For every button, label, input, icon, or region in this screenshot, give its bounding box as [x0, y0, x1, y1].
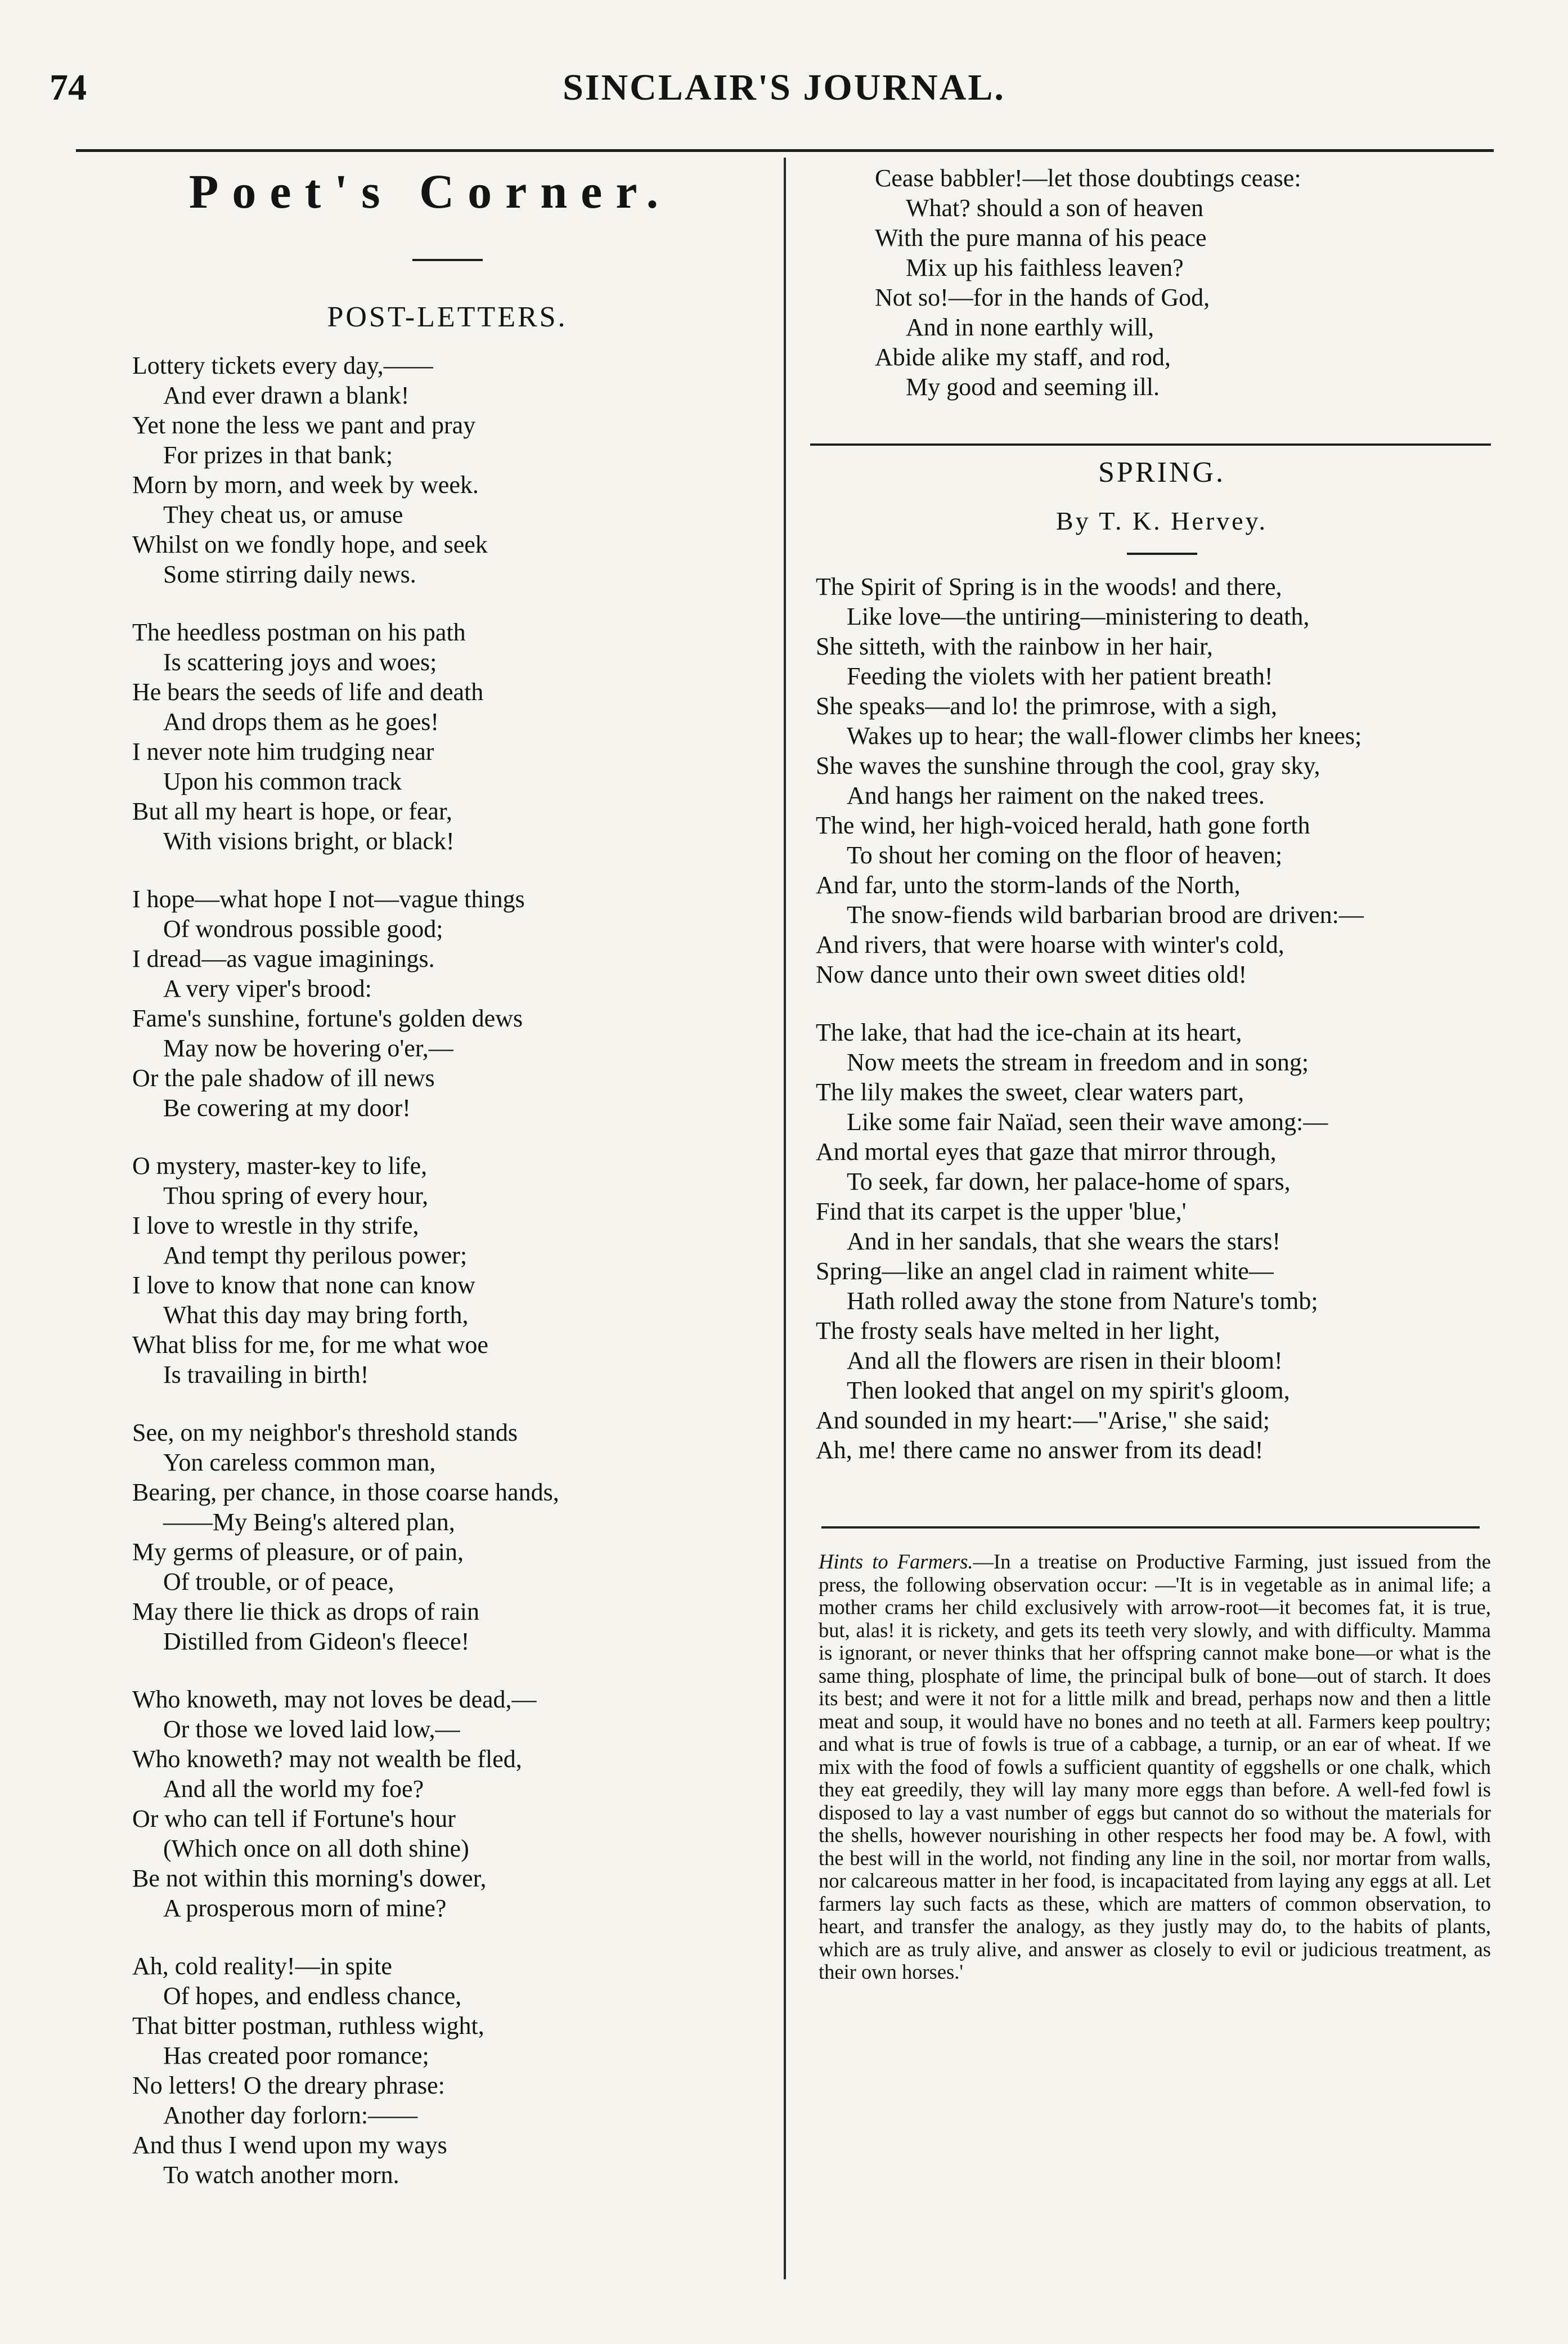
- short-rule: [1127, 553, 1197, 555]
- section-rule: [810, 443, 1491, 446]
- poem-line: Cease babbler!—let those doubtings cease:: [875, 164, 1301, 192]
- poem-line: Whilst on we fondly hope, and seek: [132, 531, 488, 558]
- poem-line: A prosperous morn of mine?: [163, 1894, 447, 1922]
- poem-line: They cheat us, or amuse: [163, 501, 403, 528]
- poem-line: Bearing, per chance, in those coarse hands,: [132, 1478, 559, 1506]
- poem-line: And hangs her raiment on the naked trees.: [847, 782, 1265, 809]
- poem-line: Hath rolled away the stone from Nature's tomb;: [847, 1287, 1318, 1315]
- poem-line: Of hopes, and endless chance,: [163, 1982, 462, 2010]
- poem-line: What? should a son of heaven: [906, 194, 1204, 222]
- poem-line: Thou spring of every hour,: [163, 1182, 429, 1209]
- poem-line: And in none earthly will,: [906, 313, 1154, 341]
- poem-line: Lottery tickets every day,——: [132, 352, 433, 379]
- poem-line: Of trouble, or of peace,: [163, 1568, 394, 1595]
- poem-line: And far, unto the storm-lands of the North,: [816, 871, 1241, 899]
- poem-line: Spring—like an angel clad in raiment white—: [816, 1257, 1274, 1285]
- poem-line: Now dance unto their own sweet dities old!: [816, 961, 1247, 988]
- poem-line: I hope—what hope I not—vague things: [132, 885, 525, 913]
- poem-line: My germs of pleasure, or of pain,: [132, 1538, 464, 1566]
- poem-line: She sitteth, with the rainbow in her hair,: [816, 633, 1213, 660]
- poem-line: Not so!—for in the hands of God,: [875, 284, 1210, 311]
- hints-lead: Hints to Farmers.: [819, 1550, 973, 1573]
- poem-line: That bitter postman, ruthless wight,: [132, 2012, 484, 2040]
- stanza: [132, 1151, 762, 1390]
- poem-line: For prizes in that bank;: [163, 441, 393, 469]
- hints-to-farmers: [819, 1550, 1491, 1984]
- poem-line: She speaks—and lo! the primrose, with a sigh,: [816, 692, 1277, 720]
- poem-line: Upon his common track: [163, 768, 402, 795]
- column-divider: [784, 158, 786, 2279]
- poem-line: And drops them as he goes!: [163, 708, 439, 736]
- poem-line: But all my heart is hope, or fear,: [132, 797, 452, 825]
- poem-line: Yon careless common man,: [163, 1449, 436, 1476]
- poets-corner-heading: Poet's Corner.: [188, 164, 672, 218]
- stanza: [816, 572, 1508, 989]
- poem-line: Like some fair Naïad, seen their wave among:—: [847, 1108, 1328, 1136]
- poem-line: The snow-fiends wild barbarian brood are driven:—: [847, 901, 1364, 929]
- poem-line: Or those we loved laid low,—: [163, 1715, 460, 1743]
- poem-line: Yet none the less we pant and pray: [132, 411, 476, 439]
- poem-line: Is travailing in birth!: [163, 1361, 369, 1388]
- poem-line: What this day may bring forth,: [163, 1301, 469, 1329]
- stanza: [132, 1418, 762, 1656]
- poem-line: O mystery, master-key to life,: [132, 1152, 428, 1180]
- poem-title: POST-LETTERS.: [327, 301, 568, 333]
- poem-line: And ever drawn a blank!: [163, 382, 410, 409]
- poem-line: Morn by morn, and week by week.: [132, 471, 479, 499]
- poem-line: She waves the sunshine through the cool, gray sky,: [816, 752, 1320, 779]
- poem-line: And thus I wend upon my ways: [132, 2131, 447, 2159]
- right-column-top: [810, 163, 1502, 429]
- poem-line: Is scattering joys and woes;: [163, 648, 437, 676]
- stanza: [132, 617, 762, 856]
- stanza: [132, 1951, 762, 2190]
- poem-line: To shout her coming on the floor of heaven;: [847, 841, 1283, 869]
- poem-line: Find that its carpet is the upper 'blue,': [816, 1198, 1187, 1225]
- poem-line: And all the world my foe?: [163, 1775, 424, 1803]
- poem-line: The wind, her high-voiced herald, hath gone forth: [816, 812, 1310, 839]
- poem-line: Of wondrous possible good;: [163, 915, 443, 943]
- poem-line: ——My Being's altered plan,: [163, 1508, 455, 1536]
- poem-line: Like love—the untiring—ministering to death,: [847, 603, 1310, 630]
- poem-line: Be cowering at my door!: [163, 1094, 411, 1122]
- page-number: 74: [50, 67, 87, 108]
- poem-line: Be not within this morning's dower,: [132, 1865, 487, 1892]
- poem-line: With the pure manna of his peace: [875, 224, 1207, 252]
- poem-line: Or who can tell if Fortune's hour: [132, 1805, 456, 1832]
- poem-line: To watch another morn.: [163, 2161, 399, 2189]
- poem-line: I love to wrestle in thy strife,: [132, 1212, 419, 1239]
- stanza: [132, 884, 762, 1123]
- section-rule: [821, 1526, 1480, 1529]
- poem-line: The heedless postman on his path: [132, 619, 466, 646]
- poem-line: I dread—as vague imaginings.: [132, 945, 435, 972]
- poem-line: My good and seeming ill.: [906, 373, 1160, 401]
- poem-line: And sounded in my heart:—"Arise," she said;: [816, 1406, 1270, 1434]
- poem-line: With visions bright, or black!: [163, 827, 455, 855]
- poem-line: I never note him trudging near: [132, 738, 434, 765]
- poem-line: The lily makes the sweet, clear waters part,: [816, 1078, 1244, 1106]
- short-rule: [412, 259, 483, 261]
- poem-line: No letters! O the dreary phrase:: [132, 2072, 445, 2099]
- poem-line: Who knoweth? may not wealth be fled,: [132, 1745, 522, 1773]
- poem-line: Wakes up to hear; the wall-flower climbs her knees;: [847, 722, 1362, 750]
- poem-line: The lake, that had the ice-chain at its heart,: [816, 1019, 1242, 1046]
- poem-line: What bliss for me, for me what woe: [132, 1331, 488, 1359]
- poem-line: I love to know that none can know: [132, 1271, 475, 1299]
- poem-line: And mortal eyes that gaze that mirror through,: [816, 1138, 1277, 1166]
- poem-line: The frosty seals have melted in her light,: [816, 1317, 1220, 1344]
- poem-line: May now be hovering o'er,—: [163, 1034, 453, 1062]
- header-rule: [76, 149, 1494, 152]
- poem-line: May there lie thick as drops of rain: [132, 1598, 480, 1625]
- poem-line: Abide alike my staff, and rod,: [875, 343, 1171, 371]
- poem-line: And tempt thy perilous power;: [163, 1242, 468, 1269]
- poem-line: He bears the seeds of life and death: [132, 678, 484, 706]
- post-letters-poem: [132, 351, 762, 2190]
- stanza: [132, 351, 762, 589]
- poem-line: And rivers, that were hoarse with winter's cold,: [816, 931, 1284, 958]
- poem-line: A very viper's brood:: [163, 975, 372, 1002]
- poem-line: Has created poor romance;: [163, 2042, 429, 2069]
- poem-line: Fame's sunshine, fortune's golden dews: [132, 1005, 523, 1032]
- poem-line: Then looked that angel on my spirit's gloom,: [847, 1377, 1290, 1404]
- poem-line: Another day forlorn:——: [163, 2101, 418, 2129]
- poem-line: Or the pale shadow of ill news: [132, 1064, 435, 1092]
- poem-continued-stanza: [810, 163, 1502, 402]
- poem-line: Ah, cold reality!—in spite: [132, 1952, 392, 1980]
- hints-body: —In a treatise on Productive Farming, just issued from the press, the following observation occur: —'It is in vegetable as in animal life; a mother crams her child exclusively with arrow-root—it becomes fat, it is true, but, alas! it is rickety, and gets its teeth very slowly, and with difficulty. Mamma is ignorant, or never thinks that her offspring cannot make bone—or what is the same thing, plosphate of lime, the principal bulk of bone—out of starch. It does its best; and were it not for a little milk and bread, perhaps now and then a little meat and soup, it would have no bones and no teeth at all. Farmers keep poultry; and what is true of fowls is true of a cabbage, a turnip, or an ear of wheat. If we mix with the food of fowls a sufficient quantity of eggshells or one chalk, which they eat greedily, they will lay many more eggs than before. A well-fed fowl is disposed to lay a vast number of eggs but cannot do so without the materials for the shells, however nourishing in other respects her food may be. A fowl, with the best will in the world, not finding any line in the soil, nor mortar from walls, nor calcareous matter in her food, is incapacitated from laying any eggs at all. Let farmers lay such facts as these, which are matters of common observation, to heart, and transfer the analogy, as they justly may do, to the habits of plants, which are as truly alive, and answer as closely to evil or judicious treatment, as their own horses.': [819, 1550, 1491, 1983]
- poem-line: Who knoweth, may not loves be dead,—: [132, 1686, 537, 1713]
- poem-line: Now meets the stream in freedom and in song;: [847, 1048, 1309, 1076]
- journal-title: SINCLAIR'S JOURNAL.: [563, 67, 1005, 108]
- poem-line: And all the flowers are risen in their bloom!: [847, 1347, 1283, 1374]
- poem-line: Some stirring daily news.: [163, 561, 416, 588]
- poem-line: Mix up his faithless leaven?: [906, 254, 1184, 281]
- poem-line: To seek, far down, her palace-home of spars,: [847, 1168, 1291, 1195]
- poem-line: See, on my neighbor's threshold stands: [132, 1419, 518, 1446]
- left-column: [132, 163, 762, 2218]
- spring-title: SPRING.: [1098, 456, 1225, 488]
- stanza: [132, 1684, 762, 1923]
- stanza: [816, 1018, 1508, 1465]
- spring-poem: [816, 456, 1508, 1493]
- spring-stanzas: [816, 572, 1508, 1465]
- poem-line: Distilled from Gideon's fleece!: [163, 1628, 470, 1655]
- poem-line: Ah, me! there came no answer from its dead!: [816, 1436, 1264, 1464]
- poem-line: (Which once on all doth shine): [163, 1835, 469, 1862]
- poem-line: Feeding the violets with her patient breath!: [847, 662, 1273, 690]
- spring-byline: By T. K. Hervey.: [1055, 507, 1268, 535]
- poem-line: And in her sandals, that she wears the stars!: [847, 1227, 1281, 1255]
- poem-line: The Spirit of Spring is in the woods! and there,: [816, 573, 1282, 600]
